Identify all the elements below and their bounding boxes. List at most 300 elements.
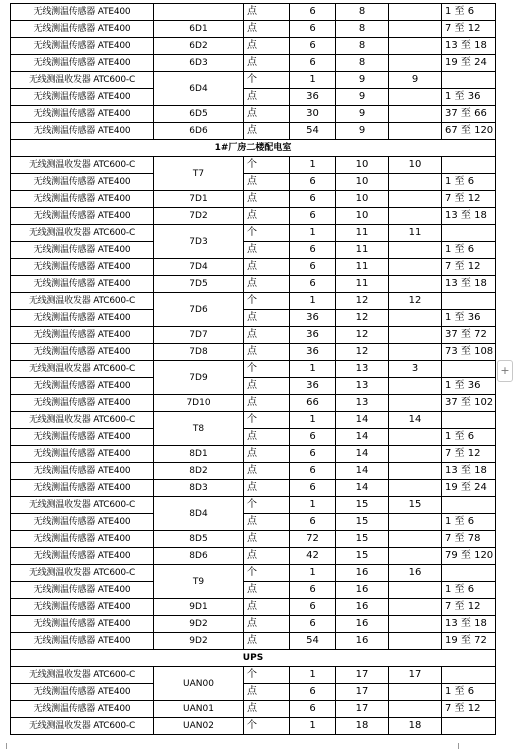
point-range-cell: 1 至 36 (442, 378, 496, 395)
unit-cell: 点 (244, 582, 290, 599)
unit-cell: 点 (244, 327, 290, 344)
table-row (11, 276, 496, 293)
point-range-cell (442, 565, 496, 582)
location-id-cell: T8 (154, 412, 244, 446)
unit-cell: 点 (244, 242, 290, 259)
device-table-body (11, 4, 496, 735)
table-row (11, 327, 496, 344)
device-name-cell: 无线测温传感器 ATE400 (11, 106, 154, 123)
device-name-cell: 无线测温收发器 ATC600-C (11, 157, 154, 174)
page-corner-mark-left (6, 743, 7, 749)
channel-cell (389, 344, 442, 361)
device-name-cell: 无线测温传感器 ATE400 (11, 38, 154, 55)
quantity-cell: 30 (290, 106, 336, 123)
unit-cell: 点 (244, 310, 290, 327)
group-number-cell: 14 (336, 446, 389, 463)
unit-cell: 点 (244, 429, 290, 446)
table-row (11, 259, 496, 276)
point-range-cell: 7 至 12 (442, 259, 496, 276)
device-name-cell: 无线测温传感器 ATE400 (11, 89, 154, 106)
section-header: UPS (11, 650, 496, 667)
group-number-cell: 16 (336, 616, 389, 633)
channel-cell (389, 463, 442, 480)
group-number-cell: 10 (336, 157, 389, 174)
channel-cell: 15 (389, 497, 442, 514)
location-id-cell: 7D2 (154, 208, 244, 225)
point-range-cell (442, 497, 496, 514)
unit-cell: 点 (244, 480, 290, 497)
point-range-cell: 79 至 120 (442, 548, 496, 565)
device-name-cell: 无线测温传感器 ATE400 (11, 463, 154, 480)
device-name-cell: 无线测温传感器 ATE400 (11, 276, 154, 293)
location-id-cell: 6D3 (154, 55, 244, 72)
table-row (11, 106, 496, 123)
group-number-cell: 13 (336, 361, 389, 378)
unit-cell: 点 (244, 123, 290, 140)
point-range-cell: 13 至 18 (442, 616, 496, 633)
unit-cell: 个 (244, 718, 290, 735)
channel-cell (389, 395, 442, 412)
channel-cell (389, 21, 442, 38)
unit-cell: 个 (244, 412, 290, 429)
unit-cell: 点 (244, 378, 290, 395)
point-range-cell (442, 293, 496, 310)
table-row (11, 701, 496, 718)
channel-cell (389, 55, 442, 72)
device-name-cell: 无线测温收发器 ATC600-C (11, 225, 154, 242)
quantity-cell: 6 (290, 4, 336, 21)
group-number-cell: 18 (336, 718, 389, 735)
location-id-cell: 8D2 (154, 463, 244, 480)
point-range-cell: 1 至 36 (442, 89, 496, 106)
table-row (11, 395, 496, 412)
channel-cell: 9 (389, 72, 442, 89)
quantity-cell: 6 (290, 259, 336, 276)
channel-cell (389, 582, 442, 599)
group-number-cell: 9 (336, 123, 389, 140)
table-row (11, 4, 496, 21)
unit-cell: 点 (244, 174, 290, 191)
group-number-cell: 10 (336, 191, 389, 208)
point-range-cell (442, 157, 496, 174)
page-corner-mark-right (458, 743, 459, 749)
quantity-cell: 36 (290, 378, 336, 395)
unit-cell: 点 (244, 191, 290, 208)
quantity-cell: 6 (290, 276, 336, 293)
channel-cell (389, 616, 442, 633)
location-id-cell: 9D2 (154, 616, 244, 633)
unit-cell: 点 (244, 38, 290, 55)
channel-cell (389, 89, 442, 106)
channel-cell (389, 327, 442, 344)
point-range-cell: 7 至 12 (442, 191, 496, 208)
quantity-cell: 6 (290, 599, 336, 616)
channel-cell (389, 259, 442, 276)
point-range-cell (442, 225, 496, 242)
device-name-cell: 无线测温传感器 ATE400 (11, 344, 154, 361)
unit-cell: 点 (244, 633, 290, 650)
channel-cell (389, 446, 442, 463)
device-name-cell: 无线测温传感器 ATE400 (11, 378, 154, 395)
section-row (11, 140, 496, 157)
channel-cell (389, 191, 442, 208)
unit-cell: 点 (244, 701, 290, 718)
group-number-cell: 11 (336, 242, 389, 259)
unit-cell: 点 (244, 514, 290, 531)
table-row (11, 225, 496, 242)
location-id-cell: 8D3 (154, 480, 244, 497)
channel-cell (389, 38, 442, 55)
location-id-cell: 8D6 (154, 548, 244, 565)
unit-cell: 点 (244, 55, 290, 72)
quantity-cell: 1 (290, 361, 336, 378)
device-name-cell: 无线测温传感器 ATE400 (11, 514, 154, 531)
point-range-cell: 1 至 6 (442, 684, 496, 701)
device-name-cell: 无线测温传感器 ATE400 (11, 582, 154, 599)
quantity-cell: 6 (290, 480, 336, 497)
unit-cell: 点 (244, 616, 290, 633)
location-id-cell: 8D5 (154, 531, 244, 548)
location-id-cell: 7D10 (154, 395, 244, 412)
point-range-cell: 19 至 24 (442, 55, 496, 72)
device-name-cell: 无线测温传感器 ATE400 (11, 208, 154, 225)
point-range-cell: 7 至 12 (442, 599, 496, 616)
quantity-cell: 6 (290, 582, 336, 599)
group-number-cell: 16 (336, 599, 389, 616)
location-id-cell: 6D4 (154, 72, 244, 106)
table-row (11, 191, 496, 208)
point-range-cell: 37 至 72 (442, 327, 496, 344)
quantity-cell: 6 (290, 191, 336, 208)
channel-cell: 17 (389, 667, 442, 684)
device-name-cell: 无线测温传感器 ATE400 (11, 4, 154, 21)
location-id-cell: 7D7 (154, 327, 244, 344)
location-id-cell: 7D9 (154, 361, 244, 395)
unit-cell: 个 (244, 72, 290, 89)
unit-cell: 个 (244, 565, 290, 582)
group-number-cell: 12 (336, 293, 389, 310)
quantity-cell: 1 (290, 565, 336, 582)
channel-cell (389, 276, 442, 293)
quantity-cell: 66 (290, 395, 336, 412)
group-number-cell: 11 (336, 276, 389, 293)
unit-cell: 点 (244, 531, 290, 548)
location-id-cell (154, 4, 244, 21)
table-row (11, 89, 496, 106)
table-row (11, 429, 496, 446)
quantity-cell: 6 (290, 429, 336, 446)
group-number-cell: 13 (336, 378, 389, 395)
group-number-cell: 16 (336, 582, 389, 599)
group-number-cell: 16 (336, 565, 389, 582)
unit-cell: 点 (244, 446, 290, 463)
location-id-cell: UAN02 (154, 718, 244, 735)
quantity-cell: 1 (290, 667, 336, 684)
location-id-cell: T7 (154, 157, 244, 191)
point-range-cell: 19 至 72 (442, 633, 496, 650)
channel-cell: 3 (389, 361, 442, 378)
point-range-cell: 1 至 36 (442, 310, 496, 327)
section-header: 1#厂房二楼配电室 (11, 140, 496, 157)
point-range-cell (442, 667, 496, 684)
group-number-cell: 17 (336, 684, 389, 701)
device-name-cell: 无线测温收发器 ATC600-C (11, 293, 154, 310)
point-range-cell: 1 至 6 (442, 4, 496, 21)
point-range-cell: 1 至 6 (442, 514, 496, 531)
location-id-cell: 9D2 (154, 633, 244, 650)
table-row (11, 72, 496, 89)
device-name-cell: 无线测温传感器 ATE400 (11, 55, 154, 72)
point-range-cell: 73 至 108 (442, 344, 496, 361)
quantity-cell: 6 (290, 55, 336, 72)
location-id-cell: 7D3 (154, 225, 244, 259)
group-number-cell: 10 (336, 208, 389, 225)
table-row (11, 582, 496, 599)
group-number-cell: 9 (336, 89, 389, 106)
group-number-cell: 8 (336, 21, 389, 38)
channel-cell (389, 123, 442, 140)
unit-cell: 点 (244, 259, 290, 276)
quantity-cell: 1 (290, 497, 336, 514)
table-row (11, 293, 496, 310)
device-name-cell: 无线测温传感器 ATE400 (11, 191, 154, 208)
quantity-cell: 1 (290, 293, 336, 310)
table-row (11, 599, 496, 616)
point-range-cell: 13 至 18 (442, 276, 496, 293)
unit-cell: 点 (244, 599, 290, 616)
table-row (11, 548, 496, 565)
device-name-cell: 无线测温传感器 ATE400 (11, 174, 154, 191)
group-number-cell: 11 (336, 259, 389, 276)
channel-cell (389, 429, 442, 446)
quantity-cell: 1 (290, 72, 336, 89)
table-row (11, 463, 496, 480)
point-range-cell (442, 361, 496, 378)
unit-cell: 个 (244, 497, 290, 514)
location-id-cell: 9D1 (154, 599, 244, 616)
group-number-cell: 11 (336, 225, 389, 242)
table-row (11, 242, 496, 259)
unit-cell: 点 (244, 4, 290, 21)
point-range-cell: 19 至 24 (442, 480, 496, 497)
channel-cell (389, 514, 442, 531)
unit-cell: 点 (244, 21, 290, 38)
table-row (11, 446, 496, 463)
group-number-cell: 14 (336, 463, 389, 480)
device-name-cell: 无线测温收发器 ATC600-C (11, 412, 154, 429)
table-row (11, 123, 496, 140)
section-row (11, 650, 496, 667)
unit-cell: 点 (244, 106, 290, 123)
channel-cell (389, 378, 442, 395)
channel-cell (389, 701, 442, 718)
device-name-cell: 无线测温传感器 ATE400 (11, 259, 154, 276)
channel-cell (389, 480, 442, 497)
channel-cell: 16 (389, 565, 442, 582)
quantity-cell: 72 (290, 531, 336, 548)
point-range-cell: 67 至 120 (442, 123, 496, 140)
location-id-cell: 6D5 (154, 106, 244, 123)
quantity-cell: 36 (290, 344, 336, 361)
device-name-cell: 无线测温传感器 ATE400 (11, 599, 154, 616)
expand-plus-icon[interactable]: + (497, 360, 513, 382)
location-id-cell: 6D6 (154, 123, 244, 140)
group-number-cell: 12 (336, 327, 389, 344)
unit-cell: 点 (244, 276, 290, 293)
point-range-cell: 1 至 6 (442, 429, 496, 446)
quantity-cell: 6 (290, 701, 336, 718)
table-row (11, 667, 496, 684)
quantity-cell: 36 (290, 327, 336, 344)
table-row (11, 718, 496, 735)
group-number-cell: 15 (336, 497, 389, 514)
channel-cell (389, 208, 442, 225)
group-number-cell: 9 (336, 72, 389, 89)
point-range-cell: 37 至 66 (442, 106, 496, 123)
channel-cell (389, 548, 442, 565)
table-row (11, 412, 496, 429)
device-name-cell: 无线测温传感器 ATE400 (11, 123, 154, 140)
point-range-cell: 7 至 78 (442, 531, 496, 548)
quantity-cell: 1 (290, 225, 336, 242)
device-table (10, 3, 496, 735)
device-name-cell: 无线测温传感器 ATE400 (11, 327, 154, 344)
unit-cell: 点 (244, 344, 290, 361)
location-id-cell: 8D1 (154, 446, 244, 463)
group-number-cell: 15 (336, 548, 389, 565)
device-name-cell: 无线测温收发器 ATC600-C (11, 718, 154, 735)
device-name-cell: 无线测温传感器 ATE400 (11, 480, 154, 497)
table-row (11, 55, 496, 72)
unit-cell: 点 (244, 684, 290, 701)
table-row (11, 514, 496, 531)
channel-cell (389, 599, 442, 616)
table-row (11, 208, 496, 225)
table-row (11, 174, 496, 191)
group-number-cell: 16 (336, 633, 389, 650)
device-name-cell: 无线测温收发器 ATC600-C (11, 667, 154, 684)
table-row (11, 361, 496, 378)
channel-cell (389, 174, 442, 191)
group-number-cell: 12 (336, 310, 389, 327)
unit-cell: 点 (244, 89, 290, 106)
group-number-cell: 17 (336, 667, 389, 684)
device-name-cell: 无线测温传感器 ATE400 (11, 242, 154, 259)
channel-cell (389, 4, 442, 21)
point-range-cell: 1 至 6 (442, 242, 496, 259)
channel-cell: 14 (389, 412, 442, 429)
group-number-cell: 9 (336, 106, 389, 123)
group-number-cell: 14 (336, 412, 389, 429)
point-range-cell: 13 至 18 (442, 38, 496, 55)
channel-cell: 12 (389, 293, 442, 310)
group-number-cell: 13 (336, 395, 389, 412)
location-id-cell: 7D1 (154, 191, 244, 208)
device-name-cell: 无线测温传感器 ATE400 (11, 429, 154, 446)
quantity-cell: 54 (290, 123, 336, 140)
quantity-cell: 6 (290, 616, 336, 633)
location-id-cell: 6D2 (154, 38, 244, 55)
table-row (11, 378, 496, 395)
device-name-cell: 无线测温传感器 ATE400 (11, 701, 154, 718)
channel-cell: 18 (389, 718, 442, 735)
point-range-cell: 13 至 18 (442, 208, 496, 225)
quantity-cell: 6 (290, 463, 336, 480)
unit-cell: 个 (244, 361, 290, 378)
device-name-cell: 无线测温传感器 ATE400 (11, 21, 154, 38)
device-name-cell: 无线测温传感器 ATE400 (11, 446, 154, 463)
quantity-cell: 6 (290, 38, 336, 55)
quantity-cell: 42 (290, 548, 336, 565)
table-row (11, 531, 496, 548)
unit-cell: 点 (244, 463, 290, 480)
quantity-cell: 6 (290, 684, 336, 701)
location-id-cell: 7D6 (154, 293, 244, 327)
group-number-cell: 10 (336, 174, 389, 191)
location-id-cell: T9 (154, 565, 244, 599)
quantity-cell: 6 (290, 446, 336, 463)
channel-cell (389, 242, 442, 259)
table-row (11, 480, 496, 497)
table-row (11, 616, 496, 633)
device-name-cell: 无线测温传感器 ATE400 (11, 531, 154, 548)
quantity-cell: 6 (290, 208, 336, 225)
group-number-cell: 8 (336, 55, 389, 72)
device-name-cell: 无线测温收发器 ATC600-C (11, 565, 154, 582)
point-range-cell: 1 至 6 (442, 582, 496, 599)
table-row (11, 344, 496, 361)
device-name-cell: 无线测温传感器 ATE400 (11, 395, 154, 412)
device-name-cell: 无线测温收发器 ATC600-C (11, 361, 154, 378)
location-id-cell: 7D5 (154, 276, 244, 293)
channel-cell: 11 (389, 225, 442, 242)
table-row (11, 157, 496, 174)
location-id-cell: 7D8 (154, 344, 244, 361)
group-number-cell: 14 (336, 480, 389, 497)
table-row (11, 38, 496, 55)
group-number-cell: 8 (336, 4, 389, 21)
point-range-cell: 37 至 102 (442, 395, 496, 412)
group-number-cell: 12 (336, 344, 389, 361)
device-name-cell: 无线测温传感器 ATE400 (11, 616, 154, 633)
device-name-cell: 无线测温传感器 ATE400 (11, 548, 154, 565)
table-row (11, 497, 496, 514)
device-name-cell: 无线测温收发器 ATC600-C (11, 72, 154, 89)
quantity-cell: 36 (290, 89, 336, 106)
location-id-cell: UAN01 (154, 701, 244, 718)
device-name-cell: 无线测温传感器 ATE400 (11, 633, 154, 650)
device-name-cell: 无线测温传感器 ATE400 (11, 310, 154, 327)
channel-cell (389, 106, 442, 123)
point-range-cell: 7 至 12 (442, 446, 496, 463)
unit-cell: 个 (244, 293, 290, 310)
table-row (11, 633, 496, 650)
location-id-cell: 7D4 (154, 259, 244, 276)
quantity-cell: 6 (290, 174, 336, 191)
table-row (11, 310, 496, 327)
group-number-cell: 14 (336, 429, 389, 446)
table-row (11, 684, 496, 701)
quantity-cell: 6 (290, 514, 336, 531)
table-row (11, 565, 496, 582)
location-id-cell: 8D4 (154, 497, 244, 531)
quantity-cell: 1 (290, 718, 336, 735)
point-range-cell: 1 至 6 (442, 174, 496, 191)
channel-cell (389, 684, 442, 701)
unit-cell: 点 (244, 548, 290, 565)
quantity-cell: 1 (290, 157, 336, 174)
table-row (11, 21, 496, 38)
